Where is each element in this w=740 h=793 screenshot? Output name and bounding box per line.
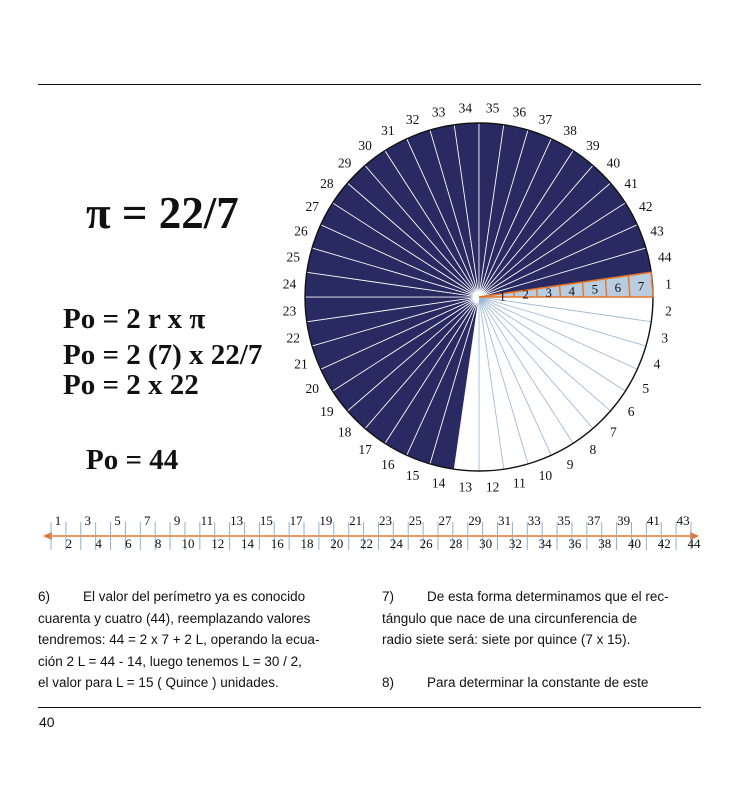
segment-label: 14 (431, 475, 446, 491)
number-line-label-even: 16 (270, 536, 284, 551)
segment-label: 36 (512, 104, 527, 120)
segment-label: 31 (381, 123, 395, 139)
text-line: 8) Para determinar la constante de este (382, 675, 649, 690)
segment-label: 41 (624, 176, 638, 192)
text-line: 7) De esta forma determinamos que el rec- (382, 589, 669, 604)
segment-label: 44 (657, 249, 672, 265)
number-line-label-odd: 13 (230, 513, 244, 528)
segment-label: 25 (286, 249, 301, 265)
segment-label: 6 (627, 403, 635, 419)
number-line-label-odd: 37 (587, 513, 601, 528)
number-line-label-odd: 7 (144, 513, 151, 528)
text-line: el valor para L = 15 ( Quince ) unidades. (38, 675, 279, 690)
segment-label: 38 (563, 123, 577, 139)
segment-label: 7 (610, 424, 617, 440)
text-line (382, 651, 669, 673)
number-line-label-even: 18 (300, 536, 314, 551)
number-line-label-odd: 29 (468, 513, 482, 528)
segment-label: 5 (642, 381, 650, 397)
text-line: tángulo que nace de una circunferencia de (382, 610, 638, 626)
number-line-label-odd: 19 (319, 513, 333, 528)
text-column-left (38, 586, 319, 694)
number-line-label-even: 2 (65, 536, 73, 551)
perimeter-formula-1: Po = 2 r x π (63, 303, 206, 335)
number-line-label-even: 14 (240, 536, 254, 551)
number-line-label-odd: 25 (408, 513, 422, 528)
segment-label: 10 (538, 468, 553, 483)
page-number: 40 (39, 714, 55, 730)
number-line-label-even: 32 (508, 536, 522, 551)
segment-label: 20 (305, 381, 319, 397)
segment-label: 18 (337, 424, 352, 440)
radius-division-label: 2 (522, 286, 529, 302)
text-line: cuarenta y cuatro (44), reemplazando valores (38, 610, 311, 626)
number-line-label-even: 20 (330, 536, 344, 551)
radius-division-label: 7 (637, 278, 645, 294)
radius-division-label: 1 (499, 288, 506, 304)
number-line-label-odd: 1 (54, 513, 62, 528)
number-line-label-odd: 5 (114, 513, 121, 528)
number-line-label-odd: 41 (646, 513, 660, 528)
segment-label: 34 (458, 100, 473, 116)
number-line-label-even: 36 (568, 536, 582, 551)
segment-label: 30 (358, 137, 372, 153)
segment-label: 11 (512, 475, 526, 491)
number-line-label-even: 12 (211, 536, 225, 551)
number-line-label-odd: 9 (173, 513, 181, 528)
segment-label: 19 (320, 403, 334, 419)
number-line-label-even: 22 (360, 536, 374, 551)
segment-label: 12 (485, 479, 500, 495)
segment-label: 35 (485, 100, 500, 116)
number-line-label-odd: 3 (84, 513, 92, 528)
number-line-label-even: 4 (95, 536, 102, 551)
segment-label: 3 (661, 330, 669, 346)
text-line: 6) El valor del perímetro ya es conocido (38, 589, 306, 604)
segment-label: 27 (305, 198, 319, 214)
text-column-right (382, 586, 669, 694)
perimeter-formula-2: Po = 2 (7) x 22/7 (63, 339, 263, 371)
number-line-label-even: 40 (627, 536, 641, 551)
radius-division-label: 4 (568, 283, 576, 299)
segment-label: 15 (405, 468, 420, 483)
number-line-label-odd: 11 (200, 513, 214, 528)
number-line-label-odd: 33 (527, 513, 541, 528)
number-line-label-even: 34 (538, 536, 552, 551)
segment-label: 42 (639, 198, 653, 214)
radius-division-label: 3 (545, 285, 552, 301)
segment-label: 33 (431, 104, 446, 120)
segment-label: 8 (589, 442, 597, 458)
radius-division-label: 6 (614, 280, 622, 296)
number-line-label-even: 30 (479, 536, 493, 551)
bottom-rule (38, 707, 701, 708)
text-line: ción 2 L = 44 - 14, luego tenemos L = 30 / 2, (38, 653, 302, 669)
pi-formula: π = 22/7 (86, 188, 239, 238)
segment-label: 1 (665, 276, 672, 292)
segment-label: 21 (294, 356, 308, 372)
number-line-label-odd: 27 (438, 513, 452, 528)
number-line-label-odd: 23 (378, 513, 392, 528)
segment-label: 39 (586, 137, 600, 153)
segment-label: 17 (358, 442, 372, 458)
segment-label: 22 (286, 330, 301, 346)
segment-label: 37 (538, 112, 553, 127)
number-line-label-even: 10 (181, 536, 195, 551)
perimeter-formula-3: Po = 2 x 22 (63, 369, 199, 401)
number-line-label-odd: 21 (349, 513, 363, 528)
segment-label: 23 (282, 303, 297, 319)
number-line-label-odd: 17 (289, 513, 303, 528)
number-line-label-even: 38 (598, 536, 612, 551)
number-line-label-odd: 39 (617, 513, 631, 528)
number-line-label-even: 42 (657, 536, 671, 551)
segment-label: 26 (294, 223, 308, 239)
segment-label: 28 (320, 176, 334, 192)
number-line-label-even: 44 (687, 536, 701, 551)
text-line: radio siete será: siete por quince (7 x 15). (382, 632, 631, 647)
number-line-label-odd: 43 (676, 513, 690, 528)
segment-label: 32 (405, 112, 420, 127)
segment-label: 29 (337, 155, 352, 171)
number-line-label-odd: 35 (557, 513, 571, 528)
segment-label: 9 (566, 456, 574, 472)
number-line-label-odd: 15 (259, 513, 273, 528)
segment-label: 2 (665, 303, 672, 319)
segment-label: 13 (458, 479, 473, 495)
number-line-label-odd: 31 (498, 513, 512, 528)
segment-label: 4 (653, 356, 661, 372)
segment-label: 24 (282, 276, 297, 292)
segment-label: 16 (381, 456, 395, 472)
segment-label: 40 (606, 155, 621, 171)
number-line-label-even: 28 (449, 536, 463, 551)
segment-label: 43 (650, 223, 664, 239)
number-line-label-even: 24 (389, 536, 403, 551)
perimeter-result: Po = 44 (86, 444, 179, 476)
number-line-label-even: 26 (419, 536, 433, 551)
number-line-label-even: 6 (125, 536, 132, 551)
text-line: tendremos: 44 = 2 x 7 + 2 L, operando la ecua- (38, 632, 320, 647)
number-line-label-even: 8 (154, 536, 162, 551)
radius-division-label: 5 (591, 281, 599, 297)
